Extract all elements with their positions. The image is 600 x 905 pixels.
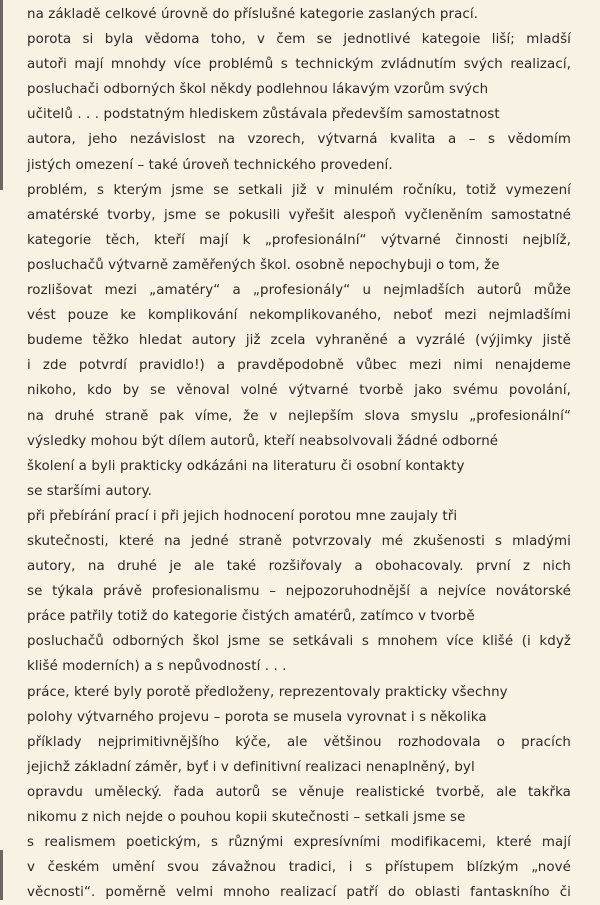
text-line: se týkala právě profesionalismu – nejpozoruhodnější a nejvíce novátorské (27, 584, 571, 600)
text-line: jistých omezení – také úroveň technického provedení. (27, 157, 393, 173)
text-line: při přebírání prací i při jejich hodnocení porotou mne zaujaly tři (27, 508, 458, 524)
text-line: na základě celkové úrovně do příslušné kategorie zaslaných prací. (27, 7, 479, 22)
text-line: v českém umění svou závažnou tradici, i s přístupem blízkým „nové (27, 860, 571, 876)
text-line: učitelů . . . podstatným hlediskem zůstávala především samostatnost (27, 107, 500, 123)
text-line: nikoho, kdo by se věnoval volné výtvarné tvorbě jako svému povolání, (27, 383, 571, 399)
text-line: s realismem poetickým, s různými expresívními modifikacemi, které mají (27, 835, 571, 851)
text-line: porota si byla vědoma toho, v čem se jednotlivé kategoie liší; mladší (27, 32, 571, 48)
text-line: problém, s kterým jsme se setkali již v minulém ročníku, totiž vymezení (27, 182, 571, 198)
text-line: i zde potvrdí pravidlo!) a pravděpodobně vůbec mezi nimi nenajdeme (27, 358, 571, 374)
text-line: autory, na druhé je ale také rozšiřovaly a obohacovaly. první z nich (27, 559, 571, 575)
scan-edge-bottom (0, 850, 3, 900)
text-line: autoři mají mnohdy více problémů s technickým zvládnutím svých realizací, (27, 57, 571, 73)
text-line: opravdu umělecký. řada autorů se věnuje realistické tvorbě, ale takřka (27, 784, 571, 800)
text-line: vést pouze ke komplikování nekomplikovaného, neboť mezi nejmladšími (27, 308, 571, 324)
text-line: práce patřily totiž do kategorie čistých amatérů, zatímco v tvorbě (27, 609, 475, 625)
text-line: kategorie těch, kteří mají k „profesionální“ výtvarné činnosti nejblíž, (27, 232, 571, 248)
text-line: práce, které byly porotě předloženy, reprezentovaly prakticky všechny (27, 684, 508, 700)
text-line: příklady nejprimitivnějšího kýče, ale většinou rozhodovala o pracích (27, 734, 571, 750)
text-line: autora, jeho nezávislost na vzorech, výtvarná kvalita a – s vědomím (27, 132, 571, 148)
text-line: výsledky mohou být dílem autorů, kteří neabsolvovali žádné odborné (27, 433, 499, 449)
text-line: posluchačů výtvarně zaměřených škol. osobně nepochybuji o tom, že (27, 257, 500, 273)
text-line: rozlišovat mezi „amatéry“ a „profesionály“ u nejmladších autorů může (27, 283, 571, 299)
text-line: nikomu z nich nejde o pouhou kopii skutečnosti – setkali jsme se (27, 810, 466, 825)
text-line: jejichž základní záměr, byť i v definitivní realizaci nenaplněný, byl (27, 759, 475, 775)
text-line: školení a byli prakticky odkázáni na literaturu či osobní kontakty (27, 458, 465, 474)
text-line: posluchačů odborných škol jsme se setkávali s mnohem více klišé (i když (27, 634, 571, 650)
text-line: polohy výtvarného projevu – porota se musela vyrovnat i s několika (27, 709, 487, 725)
document-body-text (27, 2, 571, 905)
text-line: amatérské tvorby, jsme se pokusili vyřešit alespoň vyčleněním samostatné (27, 207, 571, 223)
text-line: skutečnosti, které na jedné straně potvrzovaly mé zkušenosti s mladými (27, 533, 571, 549)
text-line: klišé moderních) a s nepůvodností . . . (27, 659, 287, 675)
text-line: na druhé straně pak víme, že v nejlepším slova smyslu „profesionální“ (27, 408, 571, 424)
text-line: věcnosti“. poměrně velmi mnoho realizací patří do oblasti fantaskního či (27, 885, 571, 901)
text-line: budeme těžko hledat autory již zcela vyhraněné a vyzrálé (výjimky jistě (27, 333, 571, 349)
scan-edge-top (0, 0, 3, 190)
text-line: posluchači odborných škol někdy podlehnou lákavým vzorům svých (27, 82, 489, 98)
text-line: se staršími autory. (27, 483, 152, 499)
